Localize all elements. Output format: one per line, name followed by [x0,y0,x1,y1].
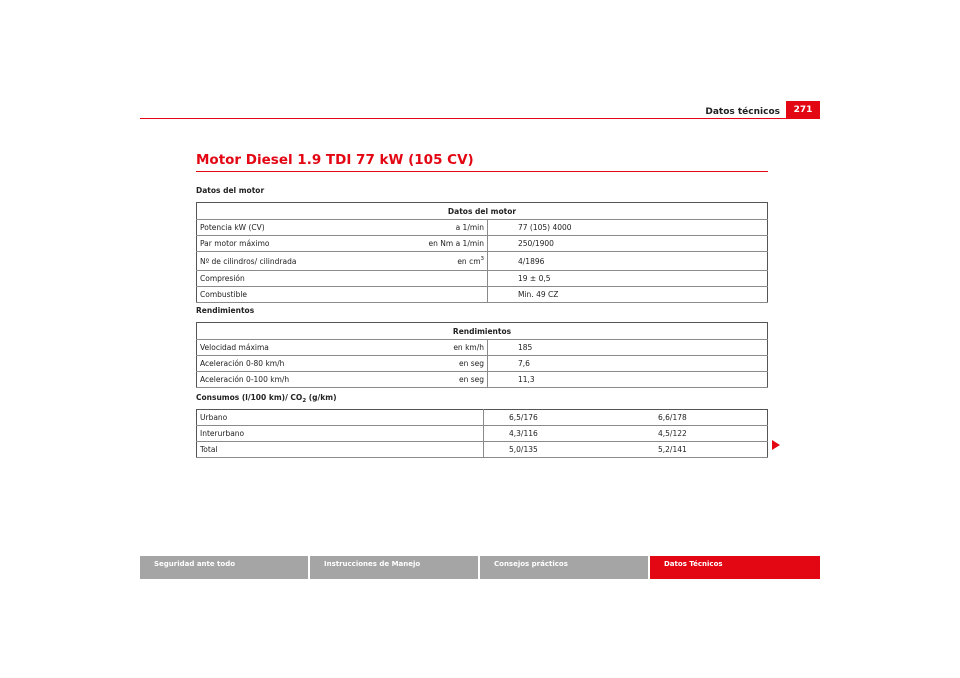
row-name: Total [197,442,484,458]
table-row [197,271,768,287]
row-name: Aceleración 0-80 km/h [197,356,374,372]
row-unit [373,271,488,287]
row-value: 11,3 [488,372,768,388]
row-name: Urbano [197,410,484,426]
table-row [197,372,768,388]
row-unit: en cm [457,257,481,266]
consumption-table [196,409,768,458]
table-row [197,356,768,372]
row-value-1: 5,0/135 [484,442,631,458]
row-name: Interurbano [197,426,484,442]
row-unit: en Nm a 1/min [373,236,488,252]
nav-tab-datos-tecnicos[interactable] [650,556,820,579]
table-row [197,252,768,271]
row-name: Nº de cilindros/ cilindrada [197,252,374,271]
performance-table [196,322,768,388]
row-name: Velocidad máxima [197,340,374,356]
row-value: 7,6 [488,356,768,372]
row-name: Compresión [197,271,374,287]
nav-tab-label: Seguridad ante todo [154,560,236,568]
table-row [197,410,768,426]
row-unit: en seg [373,372,488,388]
row-value-1: 4,3/116 [484,426,631,442]
co2-subscript: 2 [302,398,307,404]
running-header-title: Datos técnicos [705,107,780,117]
nav-tab-consejos[interactable] [480,556,648,579]
header-rule [140,118,820,119]
performance-table-header: Rendimientos [197,323,768,340]
table-header-row [197,203,768,220]
row-value: Min. 49 CZ [488,287,768,303]
nav-tab-instrucciones[interactable] [310,556,478,579]
table-row [197,220,768,236]
engine-data-label: Datos del motor [196,186,265,195]
row-name: Potencia kW (CV) [197,220,374,236]
page-number: 271 [786,101,820,119]
performance-label: Rendimientos [196,306,255,315]
row-value: 19 ± 0,5 [488,271,768,287]
row-unit-cell [373,252,488,271]
row-name: Par motor máximo [197,236,374,252]
next-page-arrow-icon[interactable] [772,440,780,450]
table-row [197,340,768,356]
row-unit: a 1/min [373,220,488,236]
row-value-2: 6,6/178 [630,410,768,426]
engine-table-header: Datos del motor [197,203,768,220]
row-unit: en km/h [373,340,488,356]
row-value: 77 (105) 4000 [488,220,768,236]
row-value: 250/1900 [488,236,768,252]
table-row [197,426,768,442]
unit-superscript: 3 [480,256,484,262]
consumption-label-prefix: Consumos (l/100 km)/ CO [196,393,303,402]
table-header-row [197,323,768,340]
table-row [197,287,768,303]
table-row [197,236,768,252]
row-unit [373,287,488,303]
row-value: 185 [488,340,768,356]
nav-tab-label: Consejos prácticos [494,560,568,568]
nav-tab-seguridad[interactable] [140,556,308,579]
row-unit: en seg [373,356,488,372]
table-row [197,442,768,458]
section-title: Motor Diesel 1.9 TDI 77 kW (105 CV) [196,152,474,168]
row-name: Aceleración 0-100 km/h [197,372,374,388]
row-value-2: 4,5/122 [630,426,768,442]
row-name: Combustible [197,287,374,303]
consumption-label [196,393,337,404]
nav-tab-label: Instrucciones de Manejo [324,560,421,568]
row-value: 4/1896 [488,252,768,271]
row-value-1: 6,5/176 [484,410,631,426]
row-value-2: 5,2/141 [630,442,768,458]
consumption-label-suffix: (g/km) [306,393,337,402]
section-rule [196,171,768,172]
nav-tab-label: Datos Técnicos [664,560,723,568]
engine-data-table [196,202,768,303]
